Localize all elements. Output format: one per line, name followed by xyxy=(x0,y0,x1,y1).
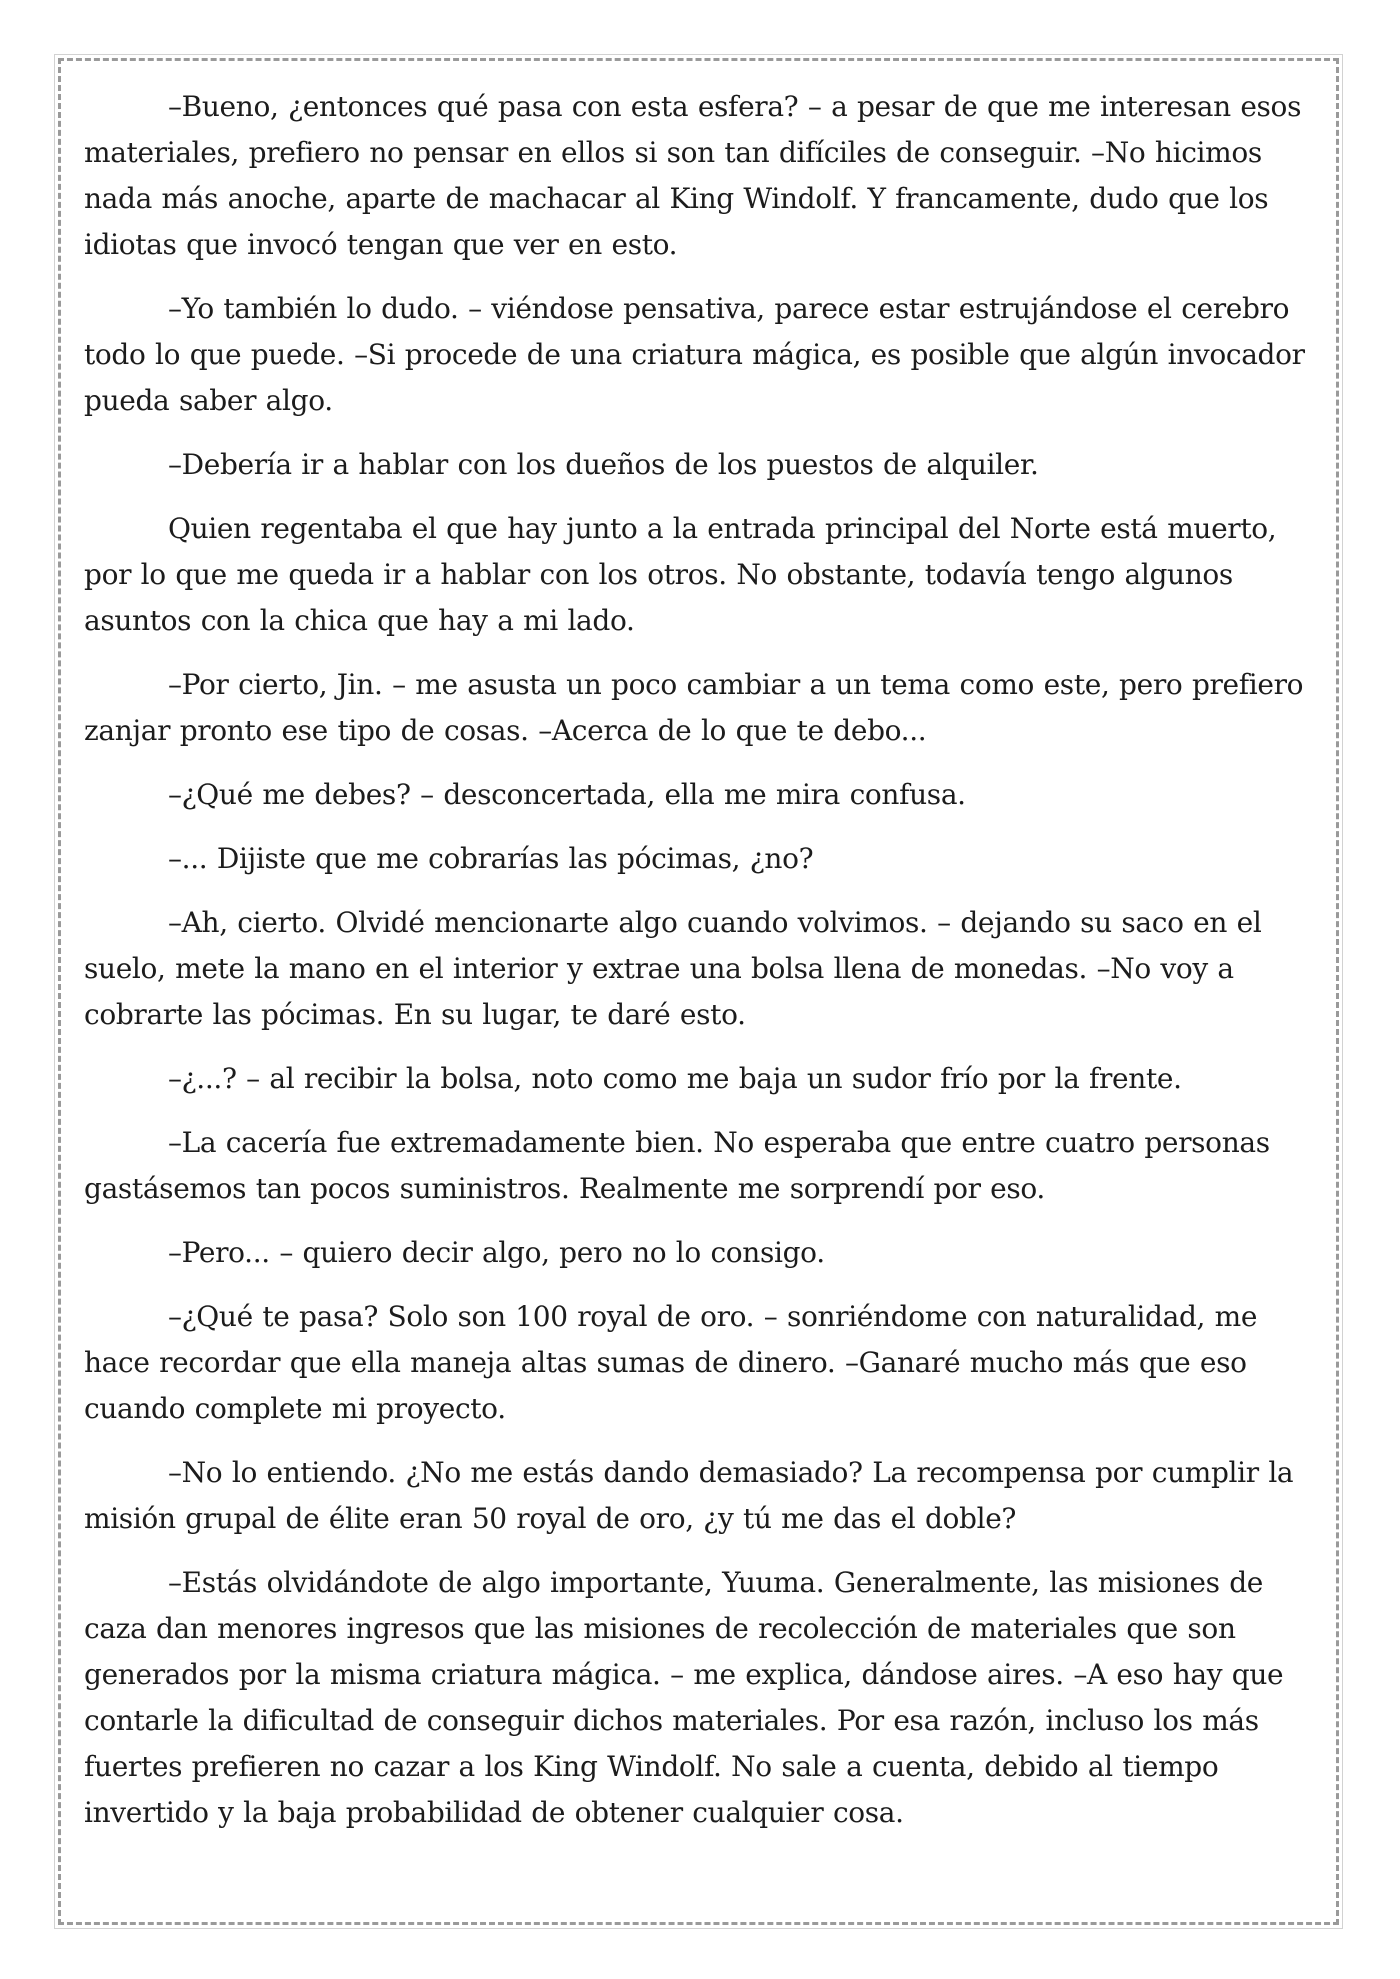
paragraph: –Pero... – quiero decir algo, pero no lo consigo. xyxy=(168,1236,825,1269)
paragraph: –¿Qué me debes? – desconcertada, ella me mira confusa. xyxy=(168,778,966,811)
document-body xyxy=(84,84,1324,1854)
paragraph: –Estás olvidándote de algo importante, Yuuma. Generalmente, las misiones de caza dan menores ingresos que las misiones de recolección de materiales que son generados por la misma criatura mágica. – me explica, dándose aires. –A eso hay que contarle la dificultad de conseguir dichos materiales. Por esa razón, incluso los más fuertes prefieren no cazar a los King Windolf. No sale a cuenta, debido al tiempo invertido y la baja probabilidad de obtener cualquier cosa. xyxy=(84,1566,1284,1829)
paragraph: –... Dijiste que me cobrarías las pócimas, ¿no? xyxy=(168,842,814,875)
paragraph: –Ah, cierto. Olvidé mencionarte algo cuando volvimos. – dejando su saco en el suelo, mete la mano en el interior y extrae una bolsa llena de monedas. –No voy a cobrarte las pócimas. En su lugar, te daré esto. xyxy=(84,906,1262,1031)
paragraph: –Yo también lo dudo. – viéndose pensativa, parece estar estrujándose el cerebro todo lo que puede. –Si procede de una criatura mágica, es posible que algún invocador pueda saber algo. xyxy=(84,292,1305,417)
paragraph: –¿Qué te pasa? Solo son 100 royal de oro. – sonriéndome con naturalidad, me hace recordar que ella maneja altas sumas de dinero. –Ganaré mucho más que eso cuando complete mi proyecto. xyxy=(84,1300,1258,1425)
paragraph: –La cacería fue extremadamente bien. No esperaba que entre cuatro personas gastásemos tan pocos suministros. Realmente me sorprendí por eso. xyxy=(84,1126,1270,1205)
paragraph: –Debería ir a hablar con los dueños de los puestos de alquiler. xyxy=(168,448,1039,481)
paragraph: Quien regentaba el que hay junto a la entrada principal del Norte está muerto, por lo que me queda ir a hablar con los otros. No obstante, todavía tengo algunos asuntos con la chica que hay a mi lado. xyxy=(84,512,1277,637)
paragraph: –No lo entiendo. ¿No me estás dando demasiado? La recompensa por cumplir la misión grupal de élite eran 50 royal de oro, ¿y tú me das el doble? xyxy=(84,1456,1294,1535)
paragraph: –Bueno, ¿entonces qué pasa con esta esfera? – a pesar de que me interesan esos materiales, prefiero no pensar en ellos si son tan difíciles de conseguir. –No hicimos nada más anoche, aparte de machacar al King Windolf. Y francamente, dudo que los idiotas que invocó tengan que ver en esto. xyxy=(84,90,1302,261)
paragraph: –¿...? – al recibir la bolsa, noto como me baja un sudor frío por la frente. xyxy=(168,1062,1182,1095)
paragraph: –Por cierto, Jin. – me asusta un poco cambiar a un tema como este, pero prefiero zanjar pronto ese tipo de cosas. –Acerca de lo que te debo... xyxy=(84,668,1304,747)
